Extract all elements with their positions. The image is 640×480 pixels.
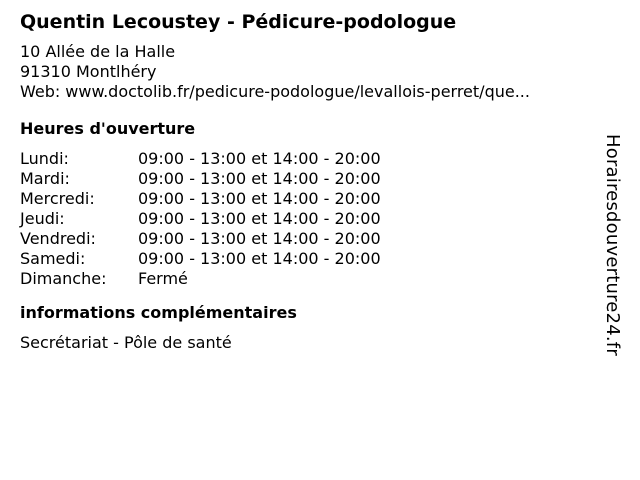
day-label: Lundi: [20,149,69,168]
address-street: 10 Allée de la Halle [20,42,176,61]
business-card [20,8,610,353]
website-link[interactable]: www.doctolib.fr/pedicure-podologue/levallois-perret/que... [65,82,530,101]
hours-value: 09:00 - 13:00 et 14:00 - 20:00 [138,189,381,208]
hours-row-samedi [20,249,610,269]
additional-info-heading: informations complémentaires [20,303,297,322]
hours-value: Fermé [138,269,188,288]
day-label: Dimanche: [20,269,107,288]
hours-value: 09:00 - 13:00 et 14:00 - 20:00 [138,209,381,228]
hours-value: 09:00 - 13:00 et 14:00 - 20:00 [138,249,381,268]
opening-hours-table [20,149,610,289]
day-label: Mardi: [20,169,70,188]
address-city: 91310 Montlhéry [20,62,157,81]
day-label: Mercredi: [20,189,95,208]
site-watermark: Horairesdouverture24.fr [602,134,623,356]
website-label: Web: [20,82,61,101]
day-label: Samedi: [20,249,86,268]
day-label: Vendredi: [20,229,96,248]
hours-value: 09:00 - 13:00 et 14:00 - 20:00 [138,169,381,188]
opening-hours-heading: Heures d'ouverture [20,119,196,138]
hours-row-vendredi [20,229,610,249]
hours-value: 09:00 - 13:00 et 14:00 - 20:00 [138,229,381,248]
day-label: Jeudi: [20,209,65,228]
hours-row-mercredi [20,189,610,209]
hours-value: 09:00 - 13:00 et 14:00 - 20:00 [138,149,381,168]
hours-row-lundi [20,149,610,169]
website-row [20,82,610,102]
additional-info-text: Secrétariat - Pôle de santé [20,333,232,352]
page-title: Quentin Lecoustey - Pédicure-podologue [20,11,457,33]
hours-row-dimanche [20,269,610,289]
hours-row-mardi [20,169,610,189]
hours-row-jeudi [20,209,610,229]
